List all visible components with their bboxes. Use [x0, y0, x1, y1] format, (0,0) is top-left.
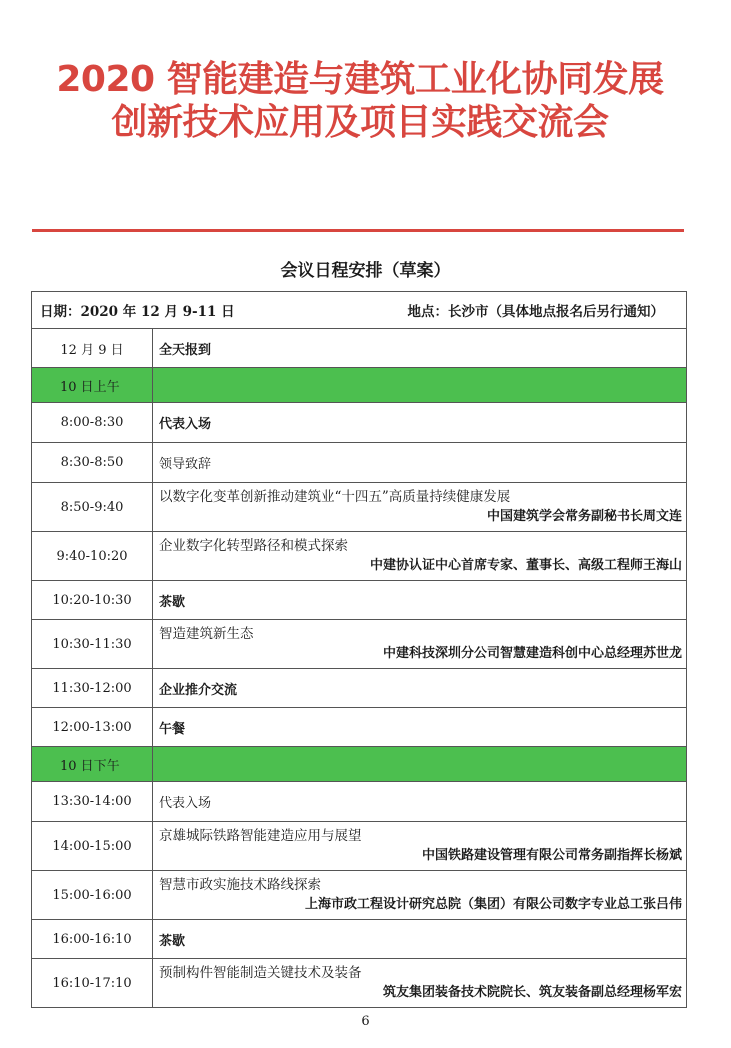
agenda-row — [32, 822, 687, 871]
agenda-row — [32, 959, 687, 1008]
time-cell: 11:30-12:00 — [32, 669, 153, 708]
time-cell: 9:40-10:20 — [32, 532, 153, 581]
date-info: 日期：2020 年 12 月 9-11 日 — [40, 304, 235, 320]
time-cell: 8:50-9:40 — [32, 483, 153, 532]
activity-cell: 企业推介交流 — [153, 669, 687, 708]
title-divider — [32, 229, 684, 232]
activity-cell: 茶歇 — [153, 581, 687, 620]
section-row — [32, 368, 687, 403]
talk-speaker: 中国铁路建设管理有限公司常务副指挥长杨斌 — [421, 848, 682, 863]
agenda-row — [32, 920, 687, 959]
time-cell: 10:30-11:30 — [32, 620, 153, 669]
agenda-row — [32, 708, 687, 747]
talk-topic: 以数字化变革创新推动建筑业“十四五”高质量持续健康发展 — [159, 489, 511, 505]
agenda-table — [31, 291, 687, 1008]
activity-cell: 全天报到 — [153, 329, 687, 368]
activity-cell: 领导致辞 — [153, 443, 687, 483]
section-label: 10 日下午 — [32, 747, 153, 782]
agenda-row — [32, 483, 687, 532]
time-cell: 12:00-13:00 — [32, 708, 153, 747]
talk-speaker: 上海市政工程设计研究总院（集团）有限公司数字专业总工张吕伟 — [304, 897, 682, 912]
activity-cell: 茶歇 — [153, 920, 687, 959]
document-title: 2020 智能建造与建筑工业化协同发展创新技术应用及项目实践交流会 — [56, 59, 664, 143]
section-label: 10 日上午 — [32, 368, 153, 403]
info-row — [32, 292, 687, 329]
talk-speaker: 中国建筑学会常务副秘书长周文连 — [486, 509, 682, 524]
talk-topic: 企业数字化转型路径和模式探索 — [159, 538, 348, 554]
time-cell: 12 月 9 日 — [32, 329, 153, 368]
schedule-heading: 会议日程安排（草案） — [280, 261, 451, 281]
talk-topic: 智造建筑新生态 — [159, 626, 254, 642]
activity-cell: 午餐 — [153, 708, 687, 747]
talk-topic: 智慧市政实施技术路线探索 — [159, 877, 321, 893]
talk-speaker: 中建协认证中心首席专家、董事长、高级工程师王海山 — [369, 558, 682, 573]
talk-speaker: 中建科技深圳分公司智慧建造科创中心总经理苏世龙 — [382, 646, 682, 661]
page-number: 6 — [361, 1014, 370, 1029]
agenda-row — [32, 403, 687, 443]
talk-speaker: 筑友集团装备技术院院长、筑友装备副总经理杨军宏 — [382, 985, 682, 1000]
agenda-row — [32, 329, 687, 368]
agenda-row — [32, 532, 687, 581]
time-cell: 10:20-10:30 — [32, 581, 153, 620]
agenda-row — [32, 782, 687, 822]
agenda-row — [32, 620, 687, 669]
section-row — [32, 747, 687, 782]
agenda-row — [32, 443, 687, 483]
agenda-row — [32, 581, 687, 620]
time-cell: 16:00-16:10 — [32, 920, 153, 959]
activity-cell: 代表入场 — [153, 782, 687, 822]
time-cell: 13:30-14:00 — [32, 782, 153, 822]
time-cell: 8:30-8:50 — [32, 443, 153, 483]
time-cell: 8:00-8:30 — [32, 403, 153, 443]
talk-topic: 京雄城际铁路智能建造应用与展望 — [159, 828, 362, 844]
talk-topic: 预制构件智能制造关键技术及装备 — [159, 965, 362, 981]
agenda-row — [32, 669, 687, 708]
time-cell: 14:00-15:00 — [32, 822, 153, 871]
activity-cell: 代表入场 — [153, 403, 687, 443]
location-info: 地点：长沙市（具体地点报名后另行通知） — [407, 304, 664, 320]
time-cell: 15:00-16:00 — [32, 871, 153, 920]
time-cell: 16:10-17:10 — [32, 959, 153, 1008]
agenda-row — [32, 871, 687, 920]
